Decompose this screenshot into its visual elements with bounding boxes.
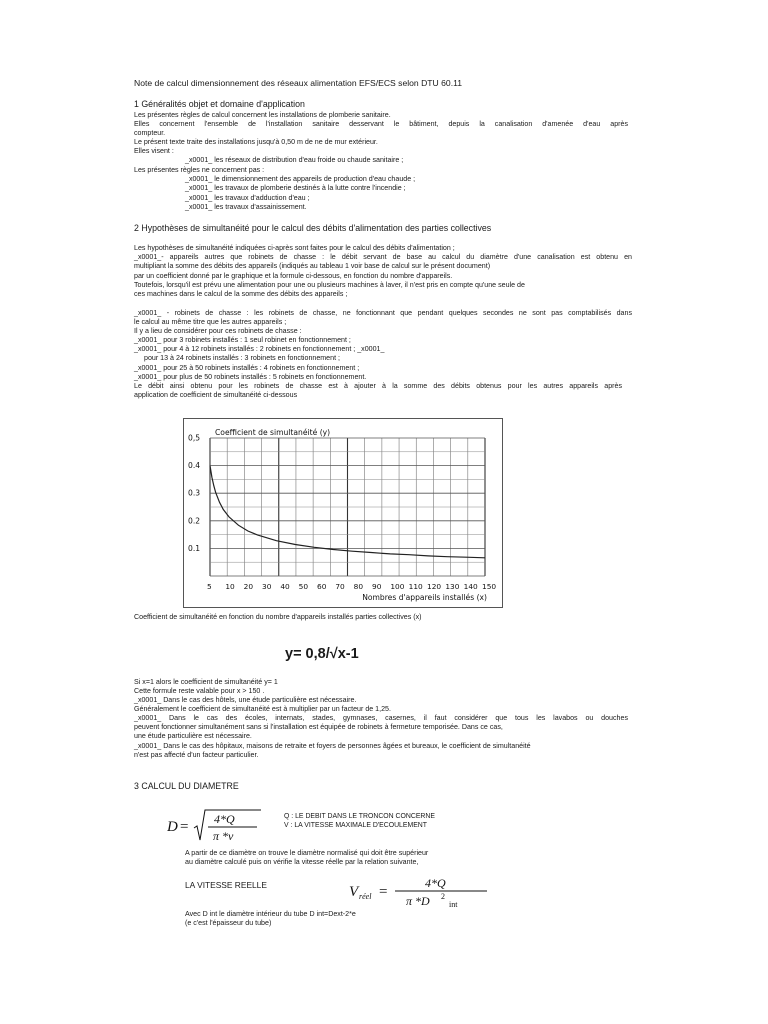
svg-text:π *v: π *v [213, 829, 234, 843]
y-tick-label: 0,5 [188, 433, 201, 443]
s2-r2: Cette formule reste valable pour x > 150 . [134, 687, 265, 695]
s2-r7: une étude particulière est nécessaire. [134, 732, 252, 740]
x-tick-label: 110 [408, 582, 423, 591]
s2-r8: _x0001_ Dans le cas des hôpitaux, maisons de retraite et foyers de personnes âgées et bureaux, le coefficient de simultanéité [134, 742, 531, 750]
svg-text:=: = [180, 819, 189, 835]
simultaneity-formula: y= 0,8/√x-1 [285, 646, 359, 662]
y-tick-label: 0.1 [188, 543, 201, 553]
svg-text:2: 2 [441, 892, 445, 901]
real-velocity-formula [349, 872, 494, 912]
s1-bullet-4: _x0001_ les travaux d'adduction d'eau ; [185, 194, 310, 202]
s2-r6: peuvent fonctionner simultanément sans si l'installation est équipée de robinets à fermeture temporisée. Dans ce cas, [134, 723, 503, 731]
y-tick-label: 0.2 [188, 516, 201, 526]
x-tick-label: 80 [353, 582, 364, 591]
x-tick-label: 30 [262, 582, 272, 591]
chart-title: Coefficient de simultanéité (y) [215, 428, 331, 437]
s2-r4: Généralement le coefficient de simultanéité est à multiplier par un facteur de 1,25. [134, 705, 391, 713]
s2-p5: Toutefois, lorsqu'il est prévu une alimentation pour une ou plusieurs machines à laver, il n'est pris en compte qu'une seule de [134, 281, 525, 289]
s2-r9: n'est pas affecté d'un facteur particulier. [134, 751, 259, 759]
x-tick-label: 50 [298, 582, 309, 591]
svg-text:D: D [167, 819, 178, 835]
s3-text-1: A partir de ce diamètre on trouve le diamètre normalisé qui doit être supérieur [185, 849, 429, 857]
x-tick-label: 5 [207, 582, 212, 591]
s1-bullet-5: _x0001_ les travaux d'assainissement. [185, 203, 307, 211]
s1-line-5: Elles visent : [134, 147, 174, 155]
section-3-heading: 3 CALCUL DU DIAMETRE [134, 781, 239, 791]
diameter-formula [167, 806, 267, 846]
s2-p2: _x0001_- appareils autres que robinets de chasse : le débit servant de base au calcul du diamètre d'une canalisation est obtenu en [134, 253, 632, 261]
s2-q6: pour 13 à 24 robinets installés : 3 robinets en fonctionnement ; [144, 354, 340, 362]
section-2-heading: 2 Hypothèses de simultanéité pour le calcul des débits d'alimentation des parties collectives [134, 223, 492, 233]
s2-q9: Le débit ainsi obtenu pour les robinets de chasse est à ajouter à la somme des débits obtenus pour les autres appareils après [134, 382, 622, 390]
s2-p1: Les hypothèses de simultanéité indiquées ci-après sont faites pour le calcul des débits d'alimentation ; [134, 244, 455, 252]
s2-q3: Il y a lieu de considérer pour ces robinets de chasse : [134, 327, 302, 335]
chart-frame [184, 419, 503, 608]
s2-q8: _x0001_ pour plus de 50 robinets installés : 5 robinets en fonctionnement. [134, 373, 367, 381]
s1-line-4: Le présent texte traite des installations jusqu'à 0,50 m de ne de mur extérieur. [134, 138, 378, 146]
s2-r3: _x0001_ Dans le cas des hôtels, une étude particulière est nécessaire. [134, 696, 357, 704]
s1-line-1: Les présentes règles de calcul concernent les installations de plomberie sanitaire. [134, 111, 391, 119]
x-tick-label: 40 [280, 582, 290, 591]
x-tick-label: 140 [463, 582, 478, 591]
q-definition: Q : LE DEBIT DANS LE TRONCON CONCERNE [284, 813, 435, 820]
x-tick-label: 20 [243, 582, 254, 591]
section-1-heading: 1 Généralités objet et domaine d'application [134, 99, 305, 109]
s3-text-3: Avec D int le diamètre intérieur du tube D int=Dext-2*e [185, 910, 356, 918]
s3-text-2: au diamètre calculé puis on vérifie la vitesse réelle par la relation suivante, [185, 858, 419, 866]
s3-text-4: (e c'est l'épaisseur du tube) [185, 919, 272, 927]
s2-p3: multipliant la somme des débits des appareils (indiqués au tableau 1 voir base de calcul sur le présent document) [134, 262, 491, 270]
svg-text:V: V [349, 884, 359, 900]
x-tick-label: 10 [225, 582, 235, 591]
y-tick-label: 0.4 [188, 461, 201, 471]
chart-caption: Coefficient de simultanéité en fonction du nombre d'appareils installés parties collectives (x) [134, 613, 422, 621]
s2-r1: Si x=1 alors le coefficient de simultanéité y= 1 [134, 678, 278, 686]
s2-q7: _x0001_ pour 25 à 50 robinets installés : 4 robinets en fonctionnement ; [134, 364, 360, 372]
svg-text:réel: réel [359, 892, 372, 901]
v-definition: V : LA VITESSE MAXIMALE D'ECOULEMENT [284, 822, 427, 829]
document-title: Note de calcul dimensionnement des réseaux alimentation EFS/ECS selon DTU 60.11 [134, 78, 463, 88]
x-tick-label: 120 [427, 582, 442, 591]
s2-q4: _x0001_ pour 3 robinets installés : 1 seul robinet en fonctionnement ; [134, 336, 351, 344]
s2-p6: ces machines dans le calcul de la somme des débits des appareils ; [134, 290, 348, 298]
s1-bullet-2: _x0001_ le dimensionnement des appareils de production d'eau chaude ; [185, 175, 416, 183]
svg-text:π *D: π *D [406, 894, 430, 908]
y-tick-label: 0.3 [188, 488, 201, 498]
x-tick-label: 150 [482, 582, 497, 591]
real-velocity-label: LA VITESSE REELLE [185, 880, 267, 890]
simultaneity-chart [183, 418, 503, 608]
s2-p4: par un coefficient donné par le graphique et la formule ci-dessous, en fonction du nombre d'appareils. [134, 272, 453, 280]
svg-text:4*Q: 4*Q [425, 876, 446, 890]
svg-text:int: int [449, 900, 458, 909]
s1-bullet-3: _x0001_ les travaux de plomberie destinés à la lutte contre l'incendie ; [185, 184, 406, 192]
s1-line-6: Les présentes règles ne concernent pas : [134, 166, 265, 174]
x-tick-label: 70 [335, 582, 345, 591]
s2-q10: application de coefficient de simultanéité ci-dessous [134, 391, 298, 399]
x-tick-label: 130 [445, 582, 460, 591]
x-tick-label: 100 [390, 582, 405, 591]
s1-line-3: compteur. [134, 129, 166, 137]
svg-text:4*Q: 4*Q [214, 812, 235, 826]
s2-q5: _x0001_ pour 4 à 12 robinets installés : 2 robinets en fonctionnement ; _x0001_ [134, 345, 385, 353]
s1-bullet-1: _x0001_ les réseaux de distribution d'eau froide ou chaude sanitaire ; [185, 156, 404, 164]
s2-q1: _x0001_ - robinets de chasse : les robinets de chasse, ne fonctionnant que pendant quelques secondes ne sont pas comptabilisés dans [134, 309, 632, 317]
x-axis-label: Nombres d'appareils installés (x) [362, 593, 487, 602]
svg-text:=: = [379, 884, 388, 900]
s1-line-2: Elles concernent l'ensemble de l'installation sanitaire desservant le bâtiment, depuis la canalisation d'amenée d'eau après [134, 120, 628, 128]
x-tick-label: 60 [317, 582, 327, 591]
x-tick-label: 90 [372, 582, 382, 591]
s2-r5: _x0001_ Dans le cas des écoles, internats, stades, gymnases, casernes, il faut considérer que tous les lavabos ou douches [134, 714, 628, 722]
s2-q2: le calcul au même titre que les autres appareils ; [134, 318, 287, 326]
